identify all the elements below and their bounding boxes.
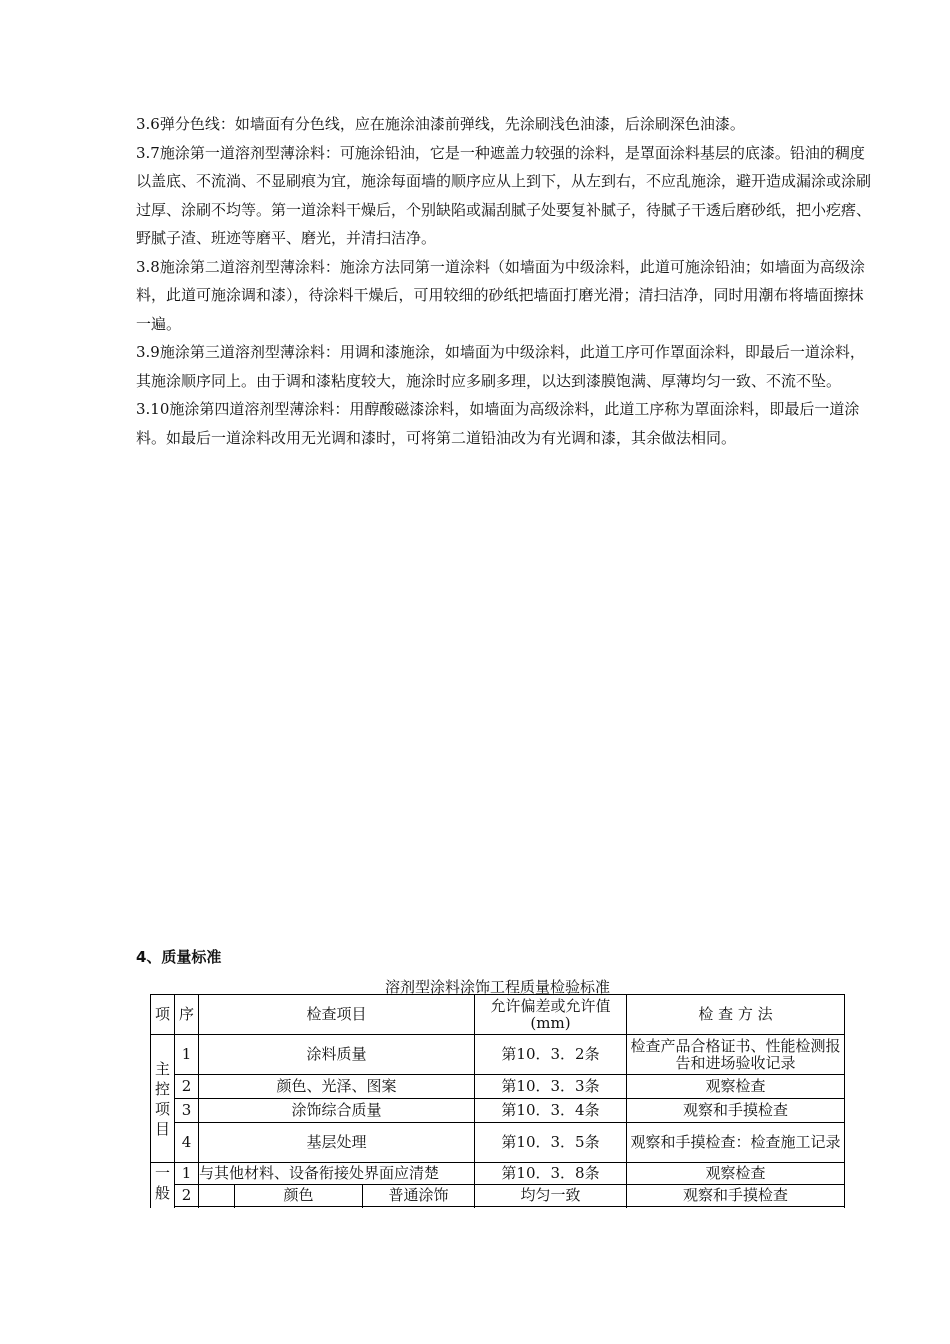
row-method: 观察检查 bbox=[627, 1163, 845, 1185]
row-tolerance: 第10．3．2条 bbox=[475, 1035, 627, 1075]
paragraph-3-8: 3.8施涂第二道溶剂型薄涂料：施涂方法同第一道涂料（如墙面为中级涂料，此道可施涂铅油；如墙面为高级涂料，此道可施涂调和漆），待涂料干燥后，可用较细的砂纸把墙面打磨光滑；清扫洁净，同时用潮布将墙面擦抹一遍。 bbox=[136, 257, 865, 333]
main-group-label: 主控项目 bbox=[154, 1059, 170, 1138]
row-method: 观察和手摸检查：检查施工记录 bbox=[627, 1123, 845, 1163]
row-method: 观察检查 bbox=[627, 1075, 845, 1099]
header-seq: 序 bbox=[175, 995, 199, 1035]
row-tolerance: 第10．3．4条 bbox=[475, 1099, 627, 1123]
row-method: 观察和手摸检查 bbox=[627, 1185, 845, 1207]
table-row bbox=[151, 1035, 845, 1075]
row-seq: 4 bbox=[175, 1123, 199, 1163]
row-tolerance: 第10．3．3条 bbox=[475, 1075, 627, 1099]
general-group-label: 一般 bbox=[154, 1164, 170, 1202]
row-sub-blank bbox=[199, 1185, 235, 1207]
table-row bbox=[151, 1185, 845, 1207]
row-seq: 1 bbox=[175, 1163, 199, 1185]
row-seq: 3 bbox=[175, 1099, 199, 1123]
row-item: 颜色 bbox=[235, 1185, 363, 1207]
header-tolerance: 允许偏差或允许值(mm) bbox=[475, 995, 627, 1035]
row-item: 涂料质量 bbox=[199, 1035, 475, 1075]
row-tolerance: 均匀一致 bbox=[475, 1185, 627, 1207]
paragraph-3-7: 3.7施涂第一道溶剂型薄涂料：可施涂铅油，它是一种遮盖力较强的涂料，是罩面涂料基层的底漆。铅油的稠度以盖底、不流淌、不显刷痕为宜，施涂每面墙的顺序应从上到下，从左到右，不应乱施涂，避开造成漏涂或涂刷过厚、涂刷不均等。第一道涂料干燥后，个别缺陷或漏刮腻子处要复补腻子，待腻子干透后磨砂纸，把小疙瘩、野腻子渣、班迹等磨平、磨光，并清扫洁净。 bbox=[136, 143, 872, 247]
header-check-item: 检查项目 bbox=[199, 995, 475, 1035]
section-heading: 4、质量标准 bbox=[136, 948, 222, 966]
row-seq: 1 bbox=[175, 1035, 199, 1075]
row-grade: 普通涂饰 bbox=[363, 1185, 475, 1207]
row-seq: 2 bbox=[175, 1075, 199, 1099]
row-method: 检查产品合格证书、性能检测报告和进场验收记录 bbox=[627, 1035, 845, 1075]
table-row bbox=[151, 1123, 845, 1163]
paragraph-3-9: 3.9施涂第三道溶剂型薄涂料：用调和漆施涂，如墙面为中级涂料，此道工序可作罩面涂料，即最后一道涂料，其施涂顺序同上。由于调和漆粘度较大，施涂时应多刷多理，以达到漆膜饱满、厚薄均匀一致、不流不坠。 bbox=[136, 343, 865, 390]
row-method: 观察和手摸检查 bbox=[627, 1099, 845, 1123]
row-item: 与其他材料、设备衔接处界面应清楚 bbox=[199, 1163, 475, 1185]
paragraph-3-10: 3.10施涂第四道溶剂型薄涂料：用醇酸磁漆涂料，如墙面为高级涂料，此道工序称为罩面涂料，即最后一道涂料。如最后一道涂料改用无光调和漆时，可将第二道铅油改为有光调和漆，其余做法相同。 bbox=[136, 400, 860, 447]
main-group-cell bbox=[151, 1035, 175, 1163]
header-method: 检 查 方 法 bbox=[627, 995, 845, 1035]
row-tolerance: 第10．3．5条 bbox=[475, 1123, 627, 1163]
row-tolerance: 第10．3．8条 bbox=[475, 1163, 627, 1185]
row-item: 涂饰综合质量 bbox=[199, 1099, 475, 1123]
body-text bbox=[136, 110, 871, 452]
page-cutoff-mask bbox=[0, 1208, 950, 1344]
header-item: 项 bbox=[151, 995, 175, 1035]
row-item: 颜色、光泽、图案 bbox=[199, 1075, 475, 1099]
table-row bbox=[151, 1075, 845, 1099]
table-row bbox=[151, 1163, 845, 1185]
row-item: 基层处理 bbox=[199, 1123, 475, 1163]
table-title: 溶剂型涂料涂饰工程质量检验标准 bbox=[384, 978, 610, 996]
table-header-row bbox=[151, 995, 845, 1035]
paragraph-3-6: 3.6弹分色线：如墙面有分色线，应在施涂油漆前弹线，先涂刷浅色油漆，后涂刷深色油漆。 bbox=[136, 115, 745, 133]
row-seq: 2 bbox=[175, 1185, 199, 1207]
table-row bbox=[151, 1099, 845, 1123]
